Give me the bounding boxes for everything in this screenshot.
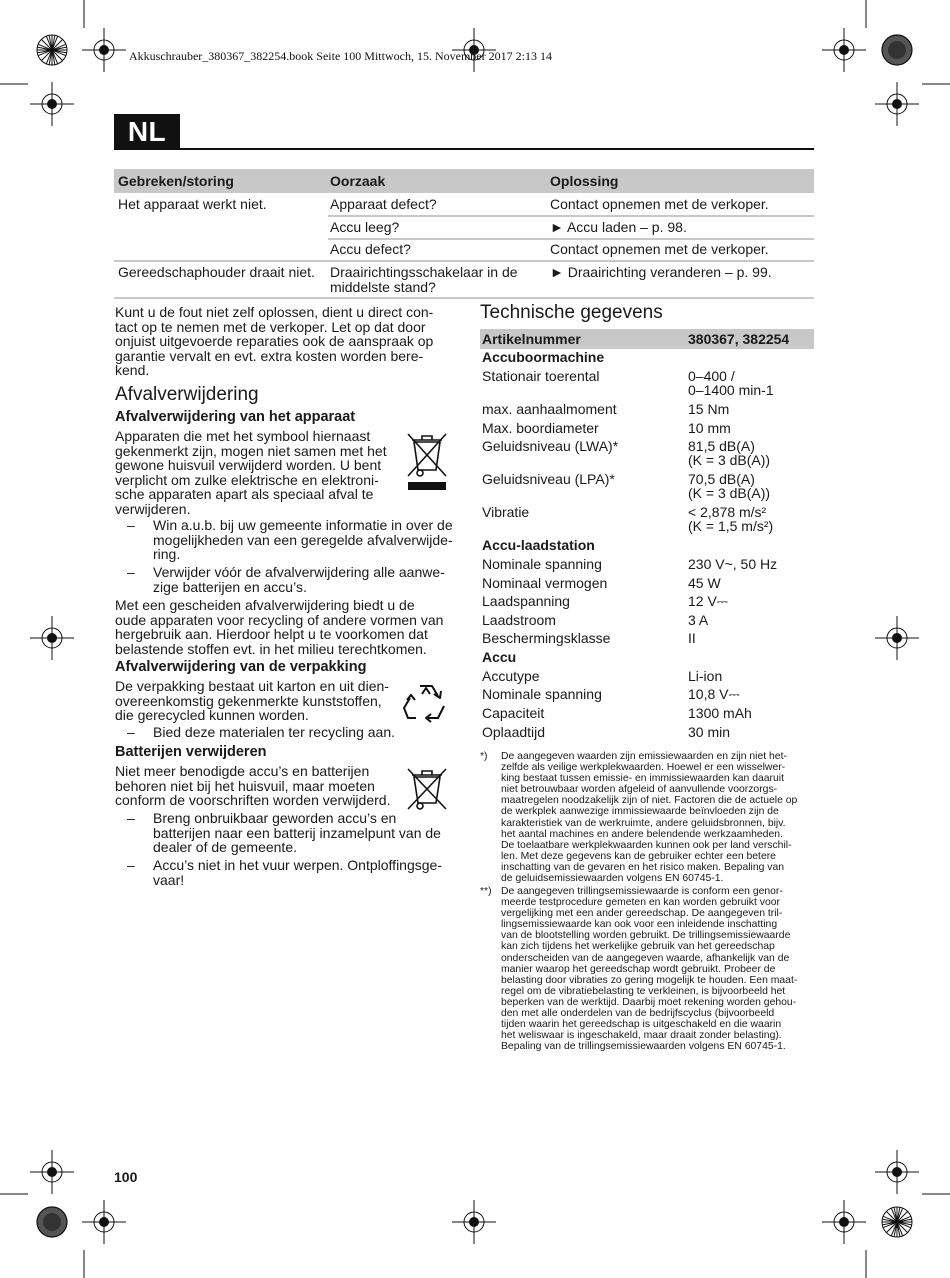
- language-badge: NL: [114, 114, 180, 150]
- disposal-heading: Afvalverwijdering: [115, 384, 259, 405]
- separate-disposal-paragraph: Met een gescheiden afvalverwijdering biedt u de oude apparaten voor recycling of andere vormen van hergebruik aan. Hierdoor helpt u te voorkomen dat belastende stoffen evt. in het milieu terechtkomen.: [115, 597, 444, 657]
- recycle-icon: [400, 680, 452, 728]
- row-divider: [114, 260, 814, 262]
- column-header-fault: Gebreken/storing: [118, 173, 234, 189]
- column-header-solution: Oplossing: [550, 173, 619, 189]
- article-number-label: Artikelnummer: [482, 331, 581, 347]
- crossed-out-wheelie-bin-icon: [404, 430, 450, 494]
- solution-cell: Contact opnemen met de verkoper.: [550, 196, 769, 212]
- cause-cell: Draairichtingsschakelaar in de: [330, 264, 518, 280]
- solution-cell: Contact opnemen met de verkoper.: [550, 241, 769, 257]
- column-header-cause: Oorzaak: [330, 173, 386, 189]
- battery-removal-heading: Batterijen verwijderen: [115, 744, 267, 760]
- troubleshooting-table: [114, 169, 814, 321]
- table-header-row: [480, 329, 814, 349]
- cause-cell: Accu leeg?: [330, 219, 400, 235]
- article-number-value: 380367, 382254: [688, 331, 790, 347]
- footnote-emission: *) De aangegeven waarden zijn emissiewaarden en zijn niet het- zelfde als veilige werkplekwaarden. Hoewel er een wisselwer- king bestaat tussen emissie- en immissiewaarden kan daaruit niet betrouwbaar worden afgeleid of aanvullende voorzorgs- maatregelen noodzakelijk zijn of niet. Factoren die de actuele op de werkplek aanwezige immissiewaarde beïnvloeden zijn de karakteristiek van de werkruimte, andere geluidsbronnen, bijv. het aantal machines en andere belendende werkzaamheden. De toelaatbare werkplekwaarden kunnen ook per land verschil- len. Met deze gegevens kan de gebruiker echter een betere inschatting van de gevaren en het risico maken. Bepaling van de geluidsemissiewaarden volgens EN 60745-1.: [480, 751, 798, 885]
- device-disposal-heading: Afvalverwijdering van het apparaat: [115, 409, 356, 425]
- technical-data-heading: Technische gegevens: [480, 302, 663, 323]
- solution-cell: ► Accu laden – p. 98.: [550, 219, 687, 235]
- header-rule: [114, 148, 814, 150]
- row-divider: [328, 238, 814, 240]
- crossed-out-wheelie-bin-icon: [404, 765, 450, 811]
- fault-cell: Gereedschaphouder draait niet.: [118, 264, 315, 280]
- technical-data-table: Artikelnummer 380367, 382254 Accuboormachine Stationair toerental 0–400 / 0–1400 min-1 max. aanhaalmoment 15 Nm Max. boordiameter 10 mm Geluidsniveau (LWA)* 81,5 dB(A) (K = 3 dB(A)) Geluidsniveau (LPA)* 70,5 dB(A) (K = 3 dB(A)) Vibratie < 2,878 m/s² (K = 1,5 m/s²) Accu-laadstation Nominale spanning 230 V~, 50 Hz Nominaal vermogen 45 W Laadspanning 12 V⎓ Laadstroom 3 A Beschermingsklasse II Accu Accutype Li-ion Nominale spanning 10,8 V⎓ Capaciteit 1300 mAh Oplaadtijd 30 min: [480, 329, 814, 349]
- battery-paragraph: Niet meer benodigde accu’s en batterijen behoren niet bij het huisvuil, maar moeten conform de voorschriften worden verwijderd.: [115, 763, 391, 808]
- row-divider: [328, 215, 814, 217]
- cause-cell: Accu defect?: [330, 241, 411, 257]
- page-number: 100: [114, 1169, 138, 1185]
- contact-paragraph: Kunt u de fout niet zelf oplossen, dient u direct con- tact op te nemen met de verkoper. Let op dat door onjuist uitgevoerde reparaties ook de aanspraak op garantie vervalt en evt. extra kosten worden bere- kend.: [115, 304, 434, 378]
- solution-cell: ► Draairichting veranderen – p. 99.: [550, 264, 772, 280]
- device-disposal-paragraph: Apparaten die met het symbool hiernaast gekenmerkt zijn, mogen niet samen met het gewone huisvuil verwijderd worden. U bent verplicht om zulke elektrische en elektroni- sche apparaten apart als speciaal afval te verwijderen.: [115, 428, 387, 517]
- table-header-row: [114, 169, 814, 193]
- cause-cell: Apparaat defect?: [330, 196, 437, 212]
- table-bottom-rule: [114, 297, 814, 299]
- fault-cell: Het apparaat werkt niet.: [118, 196, 267, 212]
- footnote-vibration: **) De aangegeven trillingsemissiewaarde is conform een genor- meerde testprocedure gemeten en kan worden gebruikt voor vergelijking met een ander gereedschap. De aangegeven tril- lingsemissiewaarde kan ook voor een inleidende inschatting van de blootstelling worden gebruikt. De trillingsemissiewaarde kan zich tijdens het werkelijke gebruik van het gereedschap onderscheiden van de aangegeven waarde, afhankelijk van de manier waarop het gereedschap wordt gebruikt. Probeer de belasting door vibraties zo gering mogelijk te houden. Een maat- regel om de vibratiebelasting te verkleinen, is bijvoorbeeld het beperken van de werktijd. Daarbij moet rekening worden gehou- den met alle onderdelen van de bedrijfscyclus (bijvoorbeeld tijden waarin het gereedschap is uitgeschakeld en die waarin het weliswaar is ingeschakeld, maar draait zonder belasting). Bepaling van de trillingsemissiewaarden volgens EN 60745-1.: [480, 886, 798, 1053]
- packaging-paragraph: De verpakking bestaat uit karton en uit dien- overeenkomstig gekenmerkte kunststoffen, die gerecycled kunnen worden.: [115, 678, 389, 723]
- table-row: [114, 193, 814, 321]
- print-slug: Akkuschrauber_380367_382254.book Seite 100 Mittwoch, 15. November 2017 2:13 14: [129, 49, 552, 63]
- cause-cell: middelste stand?: [330, 279, 436, 295]
- packaging-disposal-heading: Afvalverwijdering van de verpakking: [115, 659, 367, 675]
